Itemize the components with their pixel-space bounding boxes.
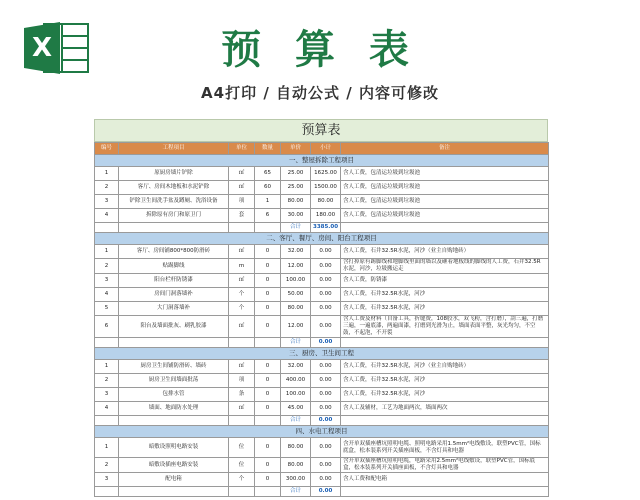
subtotal-row (95, 416, 549, 426)
cell-no[interactable]: 4 (95, 209, 119, 223)
cell-qty[interactable]: 65 (255, 167, 281, 181)
cell-price[interactable]: 12.00 (281, 316, 311, 338)
col-price[interactable]: 单价 (281, 143, 311, 155)
cell-unit[interactable]: 位 (229, 458, 255, 473)
cell-subtotal[interactable]: 1500.00 (311, 181, 341, 195)
cell-no[interactable]: 1 (95, 245, 119, 259)
cell-no[interactable]: 2 (95, 374, 119, 388)
cell-note[interactable]: 含人工费，石井32.5R水泥，河沙 (341, 388, 549, 402)
cell-price[interactable]: 400.00 (281, 374, 311, 388)
empty-cell[interactable] (229, 338, 255, 348)
table-row (95, 374, 549, 388)
cell-qty[interactable]: 0 (255, 374, 281, 388)
cell-qty[interactable]: 60 (255, 181, 281, 195)
cell-unit[interactable]: ㎡ (229, 360, 255, 374)
cell-price[interactable]: 50.00 (281, 288, 311, 302)
cell-item[interactable]: 原厨房墙片铲除 (119, 167, 229, 181)
subtotal-value[interactable]: 3385.00 (311, 223, 341, 233)
table-row (95, 259, 549, 274)
cell-no[interactable]: 3 (95, 274, 119, 288)
budget-table (94, 142, 549, 497)
cell-price[interactable]: 25.00 (281, 167, 311, 181)
cell-qty[interactable]: 0 (255, 402, 281, 416)
cell-qty[interactable]: 1 (255, 195, 281, 209)
cell-subtotal[interactable]: 0.00 (311, 288, 341, 302)
cell-no[interactable]: 6 (95, 316, 119, 338)
cell-subtotal[interactable]: 0.00 (311, 302, 341, 316)
section-title[interactable]: 四、水电工程项目 (95, 426, 549, 438)
page-subtitle: A4打印 / 自动公式 / 内容可修改 (201, 84, 439, 102)
cell-no[interactable]: 4 (95, 402, 119, 416)
cell-note[interactable]: 含人工费和配电箱 (341, 473, 549, 487)
section-title[interactable]: 三、厨房、卫生间工程 (95, 348, 549, 360)
cell-qty[interactable]: 0 (255, 288, 281, 302)
cell-note[interactable]: 含人工费，石井32.5R水泥，河沙（业主自购地砖） (341, 245, 549, 259)
sheet-title: 预算表 (94, 119, 548, 142)
cell-price[interactable]: 80.00 (281, 195, 311, 209)
cell-subtotal[interactable]: 0.00 (311, 458, 341, 473)
empty-cell[interactable] (229, 416, 255, 426)
budget-sheet (94, 119, 548, 497)
cell-qty[interactable]: 0 (255, 388, 281, 402)
cell-note[interactable]: 含人工费，包清运垃圾到垃圾池 (341, 209, 549, 223)
empty-cell[interactable] (341, 338, 549, 348)
empty-cell[interactable] (95, 223, 119, 233)
cell-unit[interactable]: 套 (229, 209, 255, 223)
cell-unit[interactable]: ㎡ (229, 402, 255, 416)
cell-subtotal[interactable]: 0.00 (311, 388, 341, 402)
cell-note[interactable]: 含开单双插座槽坑照明电缆、照明电路采用1.5mm²电线敷设，联塑PVC管，国标底盒，松本装系列开关插座面板，不含灯具和电器 (341, 438, 549, 458)
cell-item[interactable]: 房间门洞落墙补 (119, 288, 229, 302)
table-row (95, 274, 549, 288)
cell-note[interactable]: 含人工费，包清运垃圾到垃圾池 (341, 167, 549, 181)
cell-no[interactable]: 3 (95, 195, 119, 209)
table-row (95, 209, 549, 223)
page-title: 预 算 表 (221, 27, 419, 73)
cell-price[interactable]: 80.00 (281, 302, 311, 316)
cell-note[interactable]: 含开单双插座槽坑照明电缆，电路采用2.5mm²电线敷设，联塑PVC管，国标底盒，松本装系列开关插座面板，不含灯具和电器 (341, 458, 549, 473)
subtotal-row (95, 223, 549, 233)
table-row (95, 438, 549, 458)
table-row (95, 245, 549, 259)
cell-qty[interactable]: 0 (255, 302, 281, 316)
cell-subtotal[interactable]: 0.00 (311, 245, 341, 259)
cell-price[interactable]: 12.00 (281, 259, 311, 274)
cell-subtotal[interactable]: 1625.00 (311, 167, 341, 181)
subtotal-label[interactable]: 合计 (281, 416, 311, 426)
cell-price[interactable]: 32.00 (281, 245, 311, 259)
cell-item[interactable]: 客厅、房间铺800*800防滑砖 (119, 245, 229, 259)
table-row (95, 402, 549, 416)
cell-no[interactable]: 2 (95, 181, 119, 195)
empty-cell[interactable] (119, 487, 229, 497)
cell-unit[interactable]: ㎡ (229, 316, 255, 338)
empty-cell[interactable] (229, 223, 255, 233)
section-header-row (95, 348, 549, 360)
cell-price[interactable]: 25.00 (281, 181, 311, 195)
cell-unit[interactable]: 位 (229, 438, 255, 458)
section-header-row (95, 233, 549, 245)
cell-item[interactable]: 贴踢脚线 (119, 259, 229, 274)
left-margin (0, 119, 94, 500)
header-banner (0, 0, 640, 118)
cell-item[interactable]: 墙面、地面防水处理 (119, 402, 229, 416)
cell-no[interactable]: 1 (95, 360, 119, 374)
subtotal-row (95, 487, 549, 497)
cell-no[interactable]: 2 (95, 259, 119, 274)
cell-note[interactable]: 含打掉原有踢脚线和地脚线里面的墙以及砸着地板线的脚线的人工费，石井32.5R水泥，河沙，垃圾搬运走 (341, 259, 549, 274)
cell-no[interactable]: 1 (95, 438, 119, 458)
cell-qty[interactable]: 0 (255, 438, 281, 458)
col-note[interactable]: 备注 (341, 143, 549, 155)
empty-cell[interactable] (119, 338, 229, 348)
cell-unit[interactable]: 项 (229, 374, 255, 388)
table-row (95, 288, 549, 302)
cell-unit[interactable]: 个 (229, 473, 255, 487)
cell-subtotal[interactable]: 0.00 (311, 374, 341, 388)
cell-qty[interactable]: 0 (255, 259, 281, 274)
cell-price[interactable]: 45.00 (281, 402, 311, 416)
cell-subtotal[interactable]: 0.00 (311, 259, 341, 274)
cell-subtotal[interactable]: 80.00 (311, 195, 341, 209)
section-header-row (95, 426, 549, 438)
cell-item[interactable]: 阳台及墙面批灰、刷乳胶漆 (119, 316, 229, 338)
cell-note[interactable]: 含人工及辅材，工艺为地面两次，墙面两次 (341, 402, 549, 416)
empty-cell[interactable] (95, 338, 119, 348)
cell-price[interactable]: 100.00 (281, 388, 311, 402)
cell-note[interactable]: 含人工费，包清运垃圾到垃圾池 (341, 195, 549, 209)
subtotal-label[interactable]: 合计 (281, 338, 311, 348)
cell-unit[interactable]: 个 (229, 288, 255, 302)
cell-no[interactable]: 1 (95, 167, 119, 181)
svg-text:X: X (31, 33, 53, 63)
cell-item[interactable]: 铲除卫生间洗手盆及蹲厕、洗浴设备 (119, 195, 229, 209)
empty-cell[interactable] (341, 416, 549, 426)
cell-price[interactable]: 100.00 (281, 274, 311, 288)
table-row (95, 473, 549, 487)
col-qty[interactable]: 数量 (255, 143, 281, 155)
table-row (95, 360, 549, 374)
empty-cell[interactable] (341, 487, 549, 497)
cell-unit[interactable]: ㎡ (229, 245, 255, 259)
cell-subtotal[interactable]: 0.00 (311, 402, 341, 416)
section-header-row (95, 155, 549, 167)
subtotal-value[interactable]: 0.00 (311, 416, 341, 426)
cell-item[interactable]: 大门洞落墙补 (119, 302, 229, 316)
table-row (95, 195, 549, 209)
col-no[interactable]: 编号 (95, 143, 119, 155)
cell-unit[interactable]: 项 (229, 195, 255, 209)
cell-qty[interactable]: 0 (255, 316, 281, 338)
table-row (95, 167, 549, 181)
subtotal-value[interactable]: 0.00 (311, 487, 341, 497)
empty-cell[interactable] (255, 416, 281, 426)
right-margin (548, 119, 640, 500)
cell-note[interactable]: 含人工费及材料（自备工具，折缝费，108胶水，双飞粉，含打磨），刮三遍，打磨三遍，一遍底漆，两遍面漆，打磨到光滑为止，墙面表面平整，灰光均匀，不空鼓，不起泡，不开裂 (341, 316, 549, 338)
empty-cell[interactable] (95, 416, 119, 426)
cell-unit[interactable]: ㎡ (229, 181, 255, 195)
empty-cell[interactable] (95, 487, 119, 497)
cell-qty[interactable]: 0 (255, 360, 281, 374)
cell-price[interactable]: 80.00 (281, 458, 311, 473)
cell-subtotal[interactable]: 0.00 (311, 274, 341, 288)
cell-unit[interactable]: m (229, 259, 255, 274)
col-item[interactable]: 工程项目 (119, 143, 229, 155)
table-body (95, 155, 549, 497)
subtotal-row (95, 338, 549, 348)
col-unit[interactable]: 单位 (229, 143, 255, 155)
cell-qty[interactable]: 6 (255, 209, 281, 223)
empty-cell[interactable] (119, 416, 229, 426)
cell-no[interactable]: 4 (95, 288, 119, 302)
cell-note[interactable]: 含人工费，石井32.5R水泥，河沙（业主自购地砖） (341, 360, 549, 374)
empty-cell[interactable] (119, 223, 229, 233)
cell-price[interactable]: 80.00 (281, 438, 311, 458)
cell-subtotal[interactable]: 180.00 (311, 209, 341, 223)
cell-note[interactable]: 含人工费，石井32.5R水泥，河沙 (341, 374, 549, 388)
table-row (95, 316, 549, 338)
cell-qty[interactable]: 0 (255, 473, 281, 487)
cell-note[interactable]: 含人工费，防锈漆 (341, 274, 549, 288)
cell-note[interactable]: 含人工费，石井32.5R水泥，河沙 (341, 288, 549, 302)
cell-item[interactable]: 厨房卫生间铺防滑砖、墙砖 (119, 360, 229, 374)
cell-no[interactable]: 3 (95, 473, 119, 487)
empty-cell[interactable] (255, 223, 281, 233)
cell-note[interactable]: 含人工费，包清运垃圾到垃圾池 (341, 181, 549, 195)
cell-subtotal[interactable]: 0.00 (311, 316, 341, 338)
cell-unit[interactable]: ㎡ (229, 167, 255, 181)
empty-cell[interactable] (229, 487, 255, 497)
cell-price[interactable]: 32.00 (281, 360, 311, 374)
cell-unit[interactable]: 个 (229, 302, 255, 316)
cell-no[interactable]: 3 (95, 388, 119, 402)
cell-item[interactable]: 暗敷设照明电路安装 (119, 438, 229, 458)
header-row (95, 143, 549, 155)
col-subtotal[interactable]: 小计 (311, 143, 341, 155)
table-row (95, 302, 549, 316)
table-row (95, 388, 549, 402)
cell-qty[interactable]: 0 (255, 458, 281, 473)
cell-no[interactable]: 5 (95, 302, 119, 316)
cell-qty[interactable]: 0 (255, 274, 281, 288)
subtotal-label[interactable]: 合计 (281, 223, 311, 233)
cell-no[interactable]: 2 (95, 458, 119, 473)
empty-cell[interactable] (341, 223, 549, 233)
cell-item[interactable]: 客厅、房间木地板和水泥铲除 (119, 181, 229, 195)
table-row (95, 458, 549, 473)
cell-unit[interactable]: ㎡ (229, 274, 255, 288)
section-title[interactable]: 二、客厅、餐厅、房间、阳台工程项目 (95, 233, 549, 245)
subtotal-label[interactable]: 合计 (281, 487, 311, 497)
cell-subtotal[interactable]: 0.00 (311, 360, 341, 374)
cell-item[interactable]: 拆除原有房门和原卫门 (119, 209, 229, 223)
cell-item[interactable]: 暗敷设插座电路安装 (119, 458, 229, 473)
cell-item[interactable]: 厨房卫生间墙面批荡 (119, 374, 229, 388)
empty-cell[interactable] (255, 338, 281, 348)
table-row (95, 181, 549, 195)
cell-item[interactable]: 阳台栏杆防锈漆 (119, 274, 229, 288)
cell-price[interactable]: 30.00 (281, 209, 311, 223)
empty-cell[interactable] (255, 487, 281, 497)
cell-note[interactable]: 含人工费，石井32.5R水泥，河沙 (341, 302, 549, 316)
cell-item[interactable]: 配电箱 (119, 473, 229, 487)
section-title[interactable]: 一、整屋拆除工程项目 (95, 155, 549, 167)
cell-qty[interactable]: 0 (255, 245, 281, 259)
cell-subtotal[interactable]: 0.00 (311, 438, 341, 458)
cell-price[interactable]: 300.00 (281, 473, 311, 487)
cell-unit[interactable]: 条 (229, 388, 255, 402)
subtotal-value[interactable]: 0.00 (311, 338, 341, 348)
cell-subtotal[interactable]: 0.00 (311, 473, 341, 487)
cell-item[interactable]: 包排水管 (119, 388, 229, 402)
